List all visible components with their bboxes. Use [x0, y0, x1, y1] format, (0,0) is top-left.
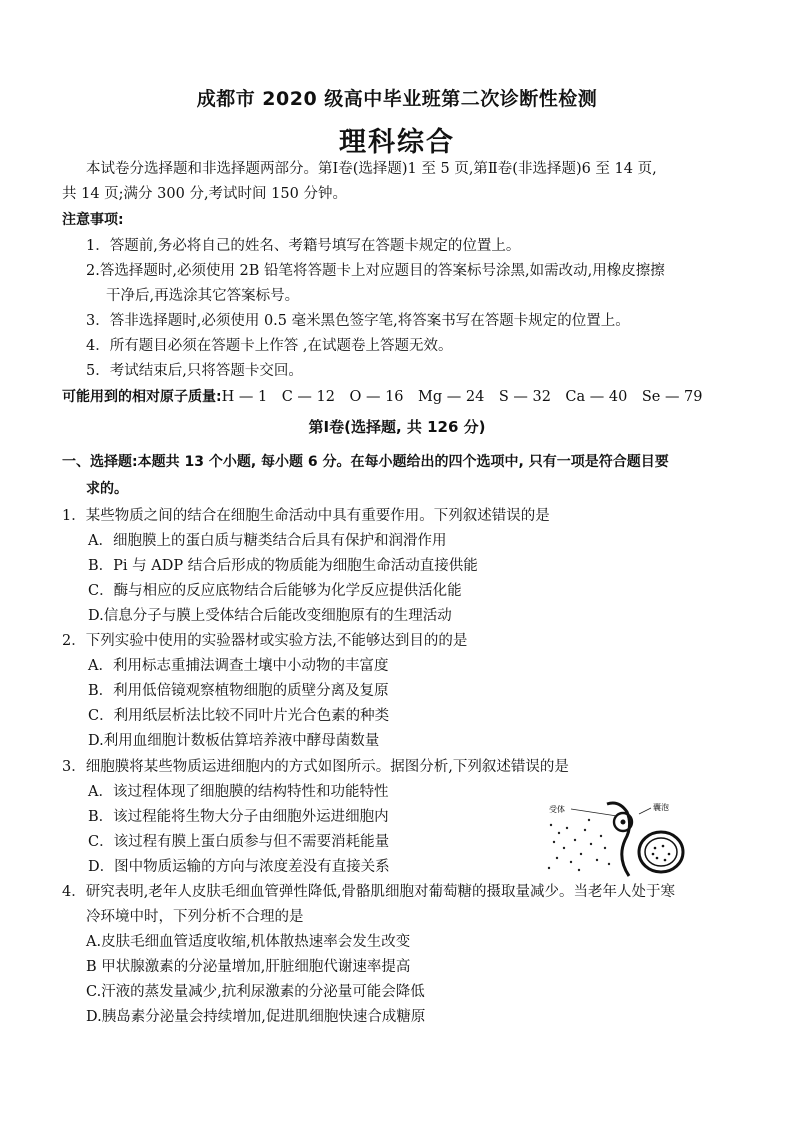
question-3-option-a: A．该过程体现了细胞膜的结构特性和功能特性: [88, 784, 389, 800]
atomic-mass-label: 可能用到的相对原子质量:: [62, 389, 222, 405]
question-3-option-c: C．该过程有膜上蛋白质参与但不需要消耗能量: [88, 834, 390, 850]
question-3-option-b: B．该过程能将生物大分子由细胞外运进细胞内: [88, 809, 389, 825]
question-3-option-d: D．图中物质运输的方向与浓度差没有直接关系: [88, 859, 390, 875]
note-item: 3．答非选择题时,必须使用 0.5 毫米黑色签字笔,将答案书写在答题卡规定的位置上。: [86, 313, 630, 329]
question-1-option-b: B．Pi 与 ADP 结合后形成的物质能为细胞生命活动直接供能: [88, 558, 478, 574]
note-item: 5．考试结束后,只将答题卡交回。: [86, 363, 303, 379]
question-1-stem: 1．某些物质之间的结合在细胞生命活动中具有重要作用。下列叙述错误的是: [62, 508, 550, 524]
figure-label-vesicle: 囊泡: [653, 803, 669, 812]
question-2-stem: 2．下列实验中使用的实验器材或实验方法,不能够达到目的的是: [62, 633, 468, 649]
intro-line-1: 本试卷分选择题和非选择题两部分。第Ⅰ卷(选择题)1 至 5 页,第Ⅱ卷(非选择题)6 至 14 页,: [86, 161, 657, 177]
question-1-option-d: D.信息分子与膜上受体结合后能改变细胞原有的生理活动: [88, 608, 452, 624]
exam-subject: 理科综合: [339, 127, 455, 158]
question-4-stem: 4．研究表明,老年人皮肤毛细血管弹性降低,骨骼肌细胞对葡萄糖的摄取量减少。当老年人处于寒: [62, 884, 675, 900]
figure-label-receptor: 受体: [549, 805, 565, 814]
question-3-stem: 3．细胞膜将某些物质运进细胞内的方式如图所示。据图分析,下列叙述错误的是: [62, 759, 569, 775]
question-4-stem-continuation: 冷环境中时，下列分析不合理的是: [86, 909, 304, 925]
question-4-option-a: A.皮肤毛细血管适度收缩,机体散热速率会发生改变: [86, 934, 411, 950]
endocytosis-figure: [545, 800, 690, 880]
question-4-option-b: B 甲状腺激素的分泌量增加,肝脏细胞代谢速率提高: [86, 959, 411, 975]
atomic-mass-values: H — 1 C — 12 O — 16 Mg — 24 S — 32 Ca — 40 Se — 79: [221, 389, 703, 405]
question-2-option-d: D.利用血细胞计数板估算培养液中酵母菌数量: [88, 733, 380, 749]
section-instruction: 一、选择题:本题共 13 个小题, 每小题 6 分。在每小题给出的四个选项中, 只有一项是符合题目要: [62, 454, 669, 470]
question-4-option-c: C.汗液的蒸发量减少,抗利尿激素的分泌量可能会降低: [86, 984, 425, 1000]
question-2-option-c: C．利用纸层析法比较不同叶片光合色素的种类: [88, 708, 390, 724]
question-1-option-a: A．细胞膜上的蛋白质与糖类结合后具有保护和润滑作用: [88, 533, 447, 549]
question-2-option-a: A．利用标志重捕法调查土壤中小动物的丰富度: [88, 658, 389, 674]
atomic-mass-line: [62, 385, 703, 410]
note-item: 2.答选择题时,必须使用 2B 铅笔将答题卡上对应题目的答案标号涂黑,如需改动,用橡皮擦擦: [86, 263, 665, 279]
exam-title: 成都市 2020 级高中毕业班第二次诊断性检测: [196, 88, 598, 110]
note-item-continuation: 干净后,再选涂其它答案标号。: [106, 288, 300, 304]
extracellular-particles: [548, 819, 610, 871]
question-4-option-d: D.胰岛素分泌量会持续增加,促进肌细胞快速合成糖原: [86, 1009, 426, 1025]
intro-line-2: 共 14 页;满分 300 分,考试时间 150 分钟。: [62, 186, 347, 202]
section-instruction-continuation: 求的。: [86, 481, 128, 497]
note-item: 4．所有题目必须在答题卡上作答 ,在试题卷上答题无效。: [86, 338, 453, 354]
note-item: 1．答题前,务必将自己的姓名、考籍号填写在答题卡规定的位置上。: [86, 238, 521, 254]
notes-heading: 注意事项:: [62, 212, 124, 228]
question-2-option-b: B．利用低倍镜观察植物细胞的质壁分离及复原: [88, 683, 389, 699]
part1-heading: 第Ⅰ卷(选择题, 共 126 分): [308, 418, 486, 436]
question-1-option-c: C．酶与相应的反应底物结合后能够为化学反应提供活化能: [88, 583, 462, 599]
